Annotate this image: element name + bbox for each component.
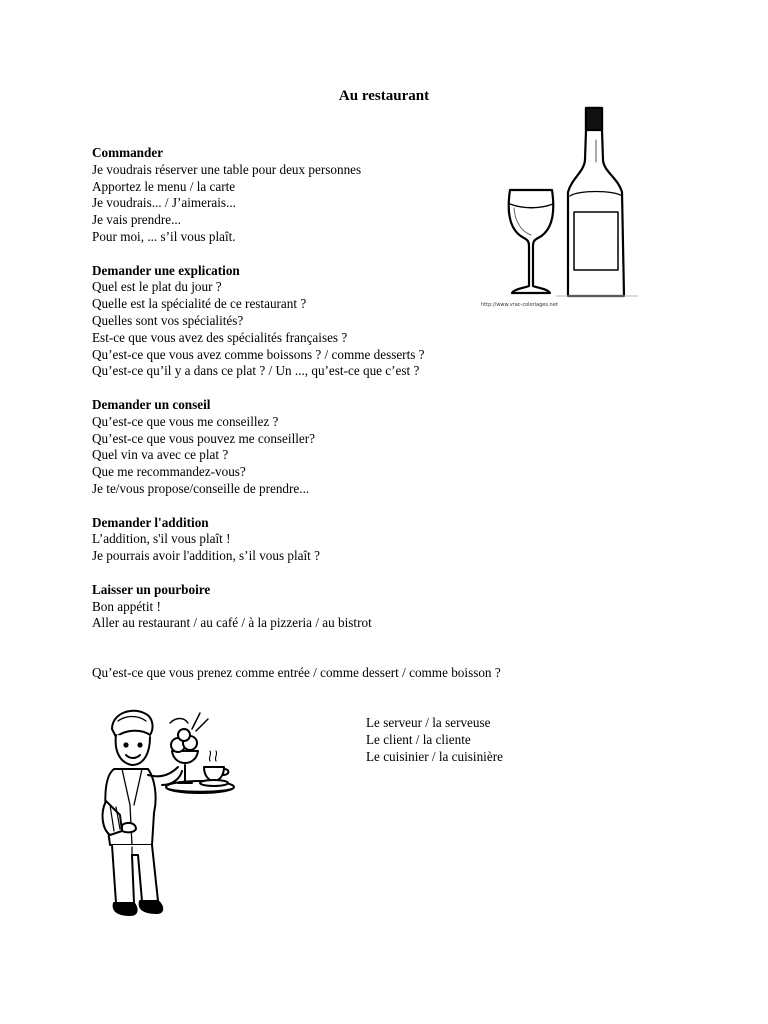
phrase-line: Je vais prendre...: [92, 212, 181, 228]
phrase-line: Est-ce que vous avez des spécialités françaises ?: [92, 329, 348, 345]
phrase-line: Pour moi, ... s’il vous plaît.: [92, 228, 236, 244]
phrase-line: Qu’est-ce que vous pouvez me conseiller?: [92, 430, 316, 446]
phrase-line: Aller au restaurant / au café / à la pizzeria / au bistrot: [92, 615, 372, 631]
phrase-line: Apportez le menu / la carte: [92, 178, 236, 194]
wine-bottle-glass-icon: [478, 100, 668, 315]
phrase-line: Qu’est-ce que vous me conseillez ?: [92, 413, 279, 429]
role-line: Le serveur / la serveuse: [366, 715, 491, 730]
section-heading: Laisser un pourboire: [92, 581, 211, 597]
section-heading: Commander: [92, 145, 164, 160]
phrase-line: Je te/vous propose/conseille de prendre...: [92, 480, 310, 496]
section-pourboire: [92, 582, 512, 632]
phrase-line: Quel est le plat du jour ?: [92, 279, 222, 295]
waiter-icon: [92, 705, 247, 925]
phrase-line: L’addition, s'il vous plaît !: [92, 531, 231, 547]
phrase-line: Que me recommandez-vous?: [92, 464, 246, 480]
page-title: Au restaurant: [338, 88, 430, 104]
phrase-line: Qu’est-ce que vous avez comme boissons ? / comme desserts ?: [92, 346, 425, 362]
section-commander: [92, 145, 512, 246]
section-heading: Demander l'addition: [92, 514, 209, 530]
phrase-line: Qu’est-ce qu’il y a dans ce plat ? / Un ..., qu’est-ce que c’est ?: [92, 363, 420, 379]
section-addition: [92, 515, 512, 565]
phrase-line: Je voudrais... / J’aimerais...: [92, 195, 236, 211]
phrase-line: Quel vin va avec ce plat ?: [92, 447, 229, 463]
roles-list: [366, 715, 503, 765]
role-line: Le cuisinier / la cuisinière: [366, 748, 503, 764]
section-conseil: [92, 397, 512, 498]
phrase-line: Quelle est la spécialité de ce restaurant ?: [92, 296, 307, 312]
image-credit: http://www.vrac-coloriages.net: [481, 302, 558, 308]
question-line: Qu’est-ce que vous prenez comme entrée / comme dessert / comme boisson ?: [92, 665, 501, 680]
phrase-list: [92, 145, 512, 649]
phrase-line: Bon appétit !: [92, 598, 161, 614]
phrase-line: Je pourrais avoir l'addition, s’il vous plaît ?: [92, 548, 320, 564]
section-heading: Demander une explication: [92, 262, 240, 278]
phrase-line: Quelles sont vos spécialités?: [92, 312, 244, 328]
section-heading: Demander un conseil: [92, 396, 211, 412]
role-line: Le client / la cliente: [366, 731, 471, 747]
phrase-line: Je voudrais réserver une table pour deux personnes: [92, 161, 362, 177]
section-explication: [92, 263, 512, 381]
